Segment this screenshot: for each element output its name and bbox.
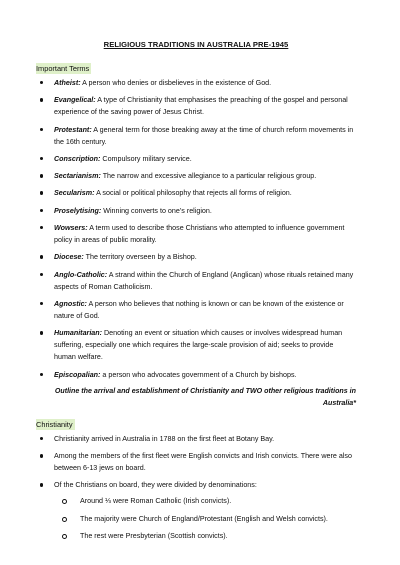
list-item [36, 205, 356, 217]
term-definition: A term used to describe those Christians who attempted to influence government policy in areas of public morality. [54, 224, 345, 245]
denomination-point: Around ⅓ were Roman Catholic (Irish convicts). [80, 497, 232, 506]
term-definition: Denoting an event or situation which causes or involves widespread human suffering, especially one which requires the large-scale provision of aid; seeks to provide human welfare. [54, 329, 343, 362]
denominations-list [54, 495, 356, 542]
christianity-point: Christianity arrived in Australia in 1788 on the first fleet at Botany Bay. [54, 434, 275, 443]
term-label: Anglo-Catholic: [54, 270, 108, 279]
christianity-heading: Christianity [36, 419, 73, 429]
list-item [36, 450, 356, 474]
term-label: Protestant: [54, 125, 92, 134]
term-label: Secularism: [54, 189, 95, 198]
term-definition: The narrow and excessive allegiance to a particular religious group. [100, 172, 317, 181]
list-item [36, 479, 356, 542]
term-definition: a person who advocates government of a Church by bishops. [100, 370, 297, 379]
term-label: Sectarianism: [54, 172, 101, 181]
list-item [36, 77, 356, 89]
page-title: RELIGIOUS TRADITIONS IN AUSTRALIA PRE-1945 [103, 40, 289, 49]
list-item [36, 94, 356, 118]
terms-list [36, 77, 356, 381]
term-definition: Winning converts to one’s religion. [101, 206, 212, 215]
list-item [36, 369, 356, 381]
term-definition: Compulsory military service. [100, 154, 192, 163]
term-label: Agnostic: [54, 299, 87, 308]
list-item [36, 124, 356, 148]
list-item [36, 170, 356, 182]
list-item [36, 298, 356, 322]
list-item [36, 269, 356, 293]
list-item [36, 251, 356, 263]
list-item [36, 153, 356, 165]
term-label: Conscription: [54, 154, 101, 163]
list-item [36, 327, 356, 363]
list-item [36, 187, 356, 199]
term-label: Atheist: [54, 79, 81, 87]
christianity-point: Among the members of the first fleet were English convicts and Irish convicts. There were also between 6-13 jews on board. [54, 452, 352, 473]
term-definition: A person who believes that nothing is known or can be known of the existence or nature of God. [54, 299, 344, 320]
term-definition: A type of Christianity that emphasises the preaching of the gospel and personal experience of the saving power of Jesus Christ. [54, 96, 348, 117]
term-definition: The territory overseen by a Bishop. [83, 253, 197, 262]
term-label: Wowsers: [54, 224, 88, 233]
list-item [36, 433, 356, 445]
list-item [36, 222, 356, 246]
term-definition: A social or political philosophy that rejects all forms of religion. [94, 189, 292, 198]
term-label: Proselytising: [54, 206, 102, 215]
task-prompt: Outline the arrival and establishment of Christianity and TWO other religious traditions in Australia* [54, 386, 356, 407]
denomination-point: The rest were Presbyterian (Scottish convicts). [80, 532, 228, 541]
list-item [54, 530, 356, 542]
term-definition: A person who denies or disbelieves in the existence of God. [80, 79, 272, 87]
christianity-list [36, 433, 356, 542]
term-definition: A general term for those breaking away at the time of church reform movements in the 16th century. [54, 125, 354, 146]
denomination-point: The majority were Church of England/Protestant (English and Welsh convicts). [80, 514, 328, 523]
list-item [54, 513, 356, 525]
term-label: Humanitarian: [54, 329, 103, 338]
term-label: Diocese: [54, 253, 84, 262]
important-terms-heading: Important Terms [36, 64, 90, 73]
term-definition: A strand within the Church of England (Anglican) whose rituals retained many aspects of Roman Catholicism. [54, 270, 354, 291]
christianity-point: Of the Christians on board, they were divided by denominations: [54, 481, 257, 490]
list-item [54, 495, 356, 507]
term-label: Episcopalian: [54, 370, 101, 379]
term-label: Evangelical: [54, 96, 96, 105]
